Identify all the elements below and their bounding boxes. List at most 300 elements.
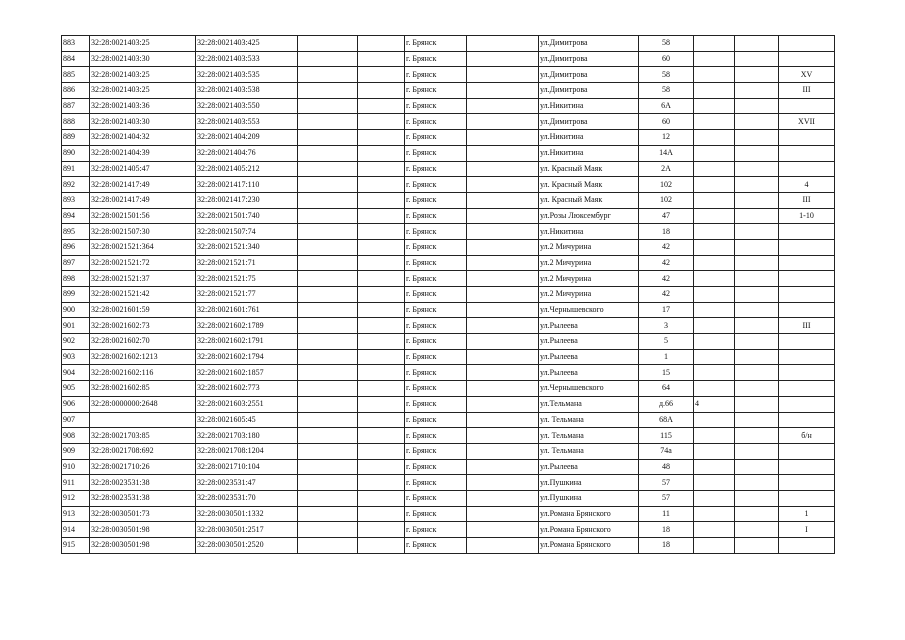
premises-cell: III [779,192,835,208]
building-cell [694,522,735,538]
building-cell [694,36,735,52]
street-cell: ул.Никитина [539,145,639,161]
empty-cell [298,51,358,67]
land-cadastral-number-cell: 32:28:0021404:32 [90,130,196,146]
empty-cell [298,83,358,99]
premises-cell [779,287,835,303]
building-cell: 4 [694,396,735,412]
empty-cell [358,192,405,208]
empty-cell [467,177,539,193]
city-cell: г. Брянск [405,428,467,444]
building-cell [694,381,735,397]
building-cell [694,208,735,224]
city-cell: г. Брянск [405,365,467,381]
row-number-cell: 890 [62,145,90,161]
empty-cell [358,349,405,365]
empty-cell [735,522,779,538]
empty-cell [358,208,405,224]
empty-cell [467,114,539,130]
empty-cell [467,208,539,224]
row-number-cell: 904 [62,365,90,381]
house-number-cell: 74а [639,443,694,459]
empty-cell [358,428,405,444]
row-number-cell: 896 [62,239,90,255]
building-cell [694,428,735,444]
building-cell [694,130,735,146]
table-row [62,83,835,99]
street-cell: ул.2 Мичурина [539,271,639,287]
empty-cell [735,192,779,208]
street-cell: ул.Чернышевского [539,302,639,318]
empty-cell [735,412,779,428]
empty-cell [358,459,405,475]
empty-cell [358,36,405,52]
building-cadastral-number-cell: 32:28:0021403:533 [196,51,298,67]
premises-cell [779,98,835,114]
land-cadastral-number-cell: 32:28:0021703:85 [90,428,196,444]
row-number-cell: 899 [62,287,90,303]
house-number-cell: 6А [639,98,694,114]
row-number-cell: 910 [62,459,90,475]
empty-cell [358,396,405,412]
row-number-cell: 884 [62,51,90,67]
house-number-cell: 68А [639,412,694,428]
building-cell [694,475,735,491]
empty-cell [358,145,405,161]
land-cadastral-number-cell: 32:28:0021403:25 [90,67,196,83]
street-cell: ул.Рылеева [539,365,639,381]
empty-cell [358,318,405,334]
empty-cell [298,130,358,146]
street-cell: ул.Димитрова [539,51,639,67]
street-cell: ул.Романа Брянского [539,538,639,554]
building-cell [694,51,735,67]
row-number-cell: 893 [62,192,90,208]
row-number-cell: 914 [62,522,90,538]
land-cadastral-number-cell: 32:28:0021521:42 [90,287,196,303]
row-number-cell: 915 [62,538,90,554]
empty-cell [298,192,358,208]
building-cadastral-number-cell: 32:28:0021417:110 [196,177,298,193]
house-number-cell: 14А [639,145,694,161]
house-number-cell: 42 [639,239,694,255]
table-row [62,239,835,255]
house-number-cell: 17 [639,302,694,318]
city-cell: г. Брянск [405,490,467,506]
building-cell [694,67,735,83]
city-cell: г. Брянск [405,67,467,83]
building-cadastral-number-cell: 32:28:0030501:1332 [196,506,298,522]
table-row [62,443,835,459]
empty-cell [467,130,539,146]
house-number-cell: 18 [639,224,694,240]
building-cadastral-number-cell: 32:28:0021602:773 [196,381,298,397]
land-cadastral-number-cell: 32:28:0021403:36 [90,98,196,114]
empty-cell [467,490,539,506]
empty-cell [735,114,779,130]
empty-cell [735,443,779,459]
empty-cell [358,51,405,67]
row-number-cell: 909 [62,443,90,459]
empty-cell [298,114,358,130]
premises-cell: III [779,318,835,334]
empty-cell [358,365,405,381]
empty-cell [298,538,358,554]
empty-cell [298,349,358,365]
building-cell [694,318,735,334]
building-cadastral-number-cell: 32:28:0030501:2520 [196,538,298,554]
table-row [62,224,835,240]
land-cadastral-number-cell: 32:28:0021405:47 [90,161,196,177]
building-cell [694,161,735,177]
empty-cell [298,318,358,334]
building-cell [694,98,735,114]
empty-cell [298,271,358,287]
empty-cell [298,334,358,350]
land-cadastral-number-cell: 32:28:0023531:38 [90,490,196,506]
street-cell: ул. Тельмана [539,443,639,459]
empty-cell [735,396,779,412]
empty-cell [358,83,405,99]
empty-cell [735,334,779,350]
table-row [62,114,835,130]
table-row [62,130,835,146]
building-cadastral-number-cell: 32:28:0021403:538 [196,83,298,99]
street-cell: ул.Пушкина [539,475,639,491]
table-row [62,36,835,52]
city-cell: г. Брянск [405,208,467,224]
premises-cell [779,538,835,554]
row-number-cell: 901 [62,318,90,334]
premises-cell [779,239,835,255]
empty-cell [735,130,779,146]
table-row [62,396,835,412]
row-number-cell: 889 [62,130,90,146]
building-cadastral-number-cell: 32:28:0021602:1791 [196,334,298,350]
empty-cell [467,475,539,491]
empty-cell [467,145,539,161]
building-cell [694,334,735,350]
empty-cell [467,522,539,538]
house-number-cell: 3 [639,318,694,334]
row-number-cell: 902 [62,334,90,350]
empty-cell [298,475,358,491]
city-cell: г. Брянск [405,459,467,475]
table-row [62,302,835,318]
house-number-cell: 2А [639,161,694,177]
premises-cell: I [779,522,835,538]
premises-cell: 1 [779,506,835,522]
house-number-cell: 57 [639,490,694,506]
empty-cell [298,396,358,412]
city-cell: г. Брянск [405,522,467,538]
street-cell: ул.Рылеева [539,318,639,334]
house-number-cell: 11 [639,506,694,522]
row-number-cell: 883 [62,36,90,52]
land-cadastral-number-cell: 32:28:0030501:98 [90,522,196,538]
empty-cell [358,177,405,193]
building-cell [694,302,735,318]
building-cadastral-number-cell: 32:28:0021602:1794 [196,349,298,365]
row-number-cell: 908 [62,428,90,444]
premises-cell [779,396,835,412]
empty-cell [467,443,539,459]
empty-cell [467,428,539,444]
row-number-cell: 885 [62,67,90,83]
table-row [62,318,835,334]
empty-cell [358,538,405,554]
street-cell: ул.Димитрова [539,67,639,83]
street-cell: ул.Рылеева [539,459,639,475]
land-cadastral-number-cell: 32:28:0021602:70 [90,334,196,350]
city-cell: г. Брянск [405,130,467,146]
empty-cell [298,428,358,444]
premises-cell [779,145,835,161]
empty-cell [735,506,779,522]
row-number-cell: 911 [62,475,90,491]
street-cell: ул.Никитина [539,130,639,146]
building-cell [694,224,735,240]
empty-cell [298,506,358,522]
premises-cell [779,365,835,381]
empty-cell [298,381,358,397]
street-cell: ул. Красный Маяк [539,161,639,177]
table-row [62,381,835,397]
row-number-cell: 895 [62,224,90,240]
table-row [62,192,835,208]
building-cadastral-number-cell: 32:28:0021501:740 [196,208,298,224]
house-number-cell: 18 [639,538,694,554]
land-cadastral-number-cell: 32:28:0021521:72 [90,255,196,271]
building-cadastral-number-cell: 32:28:0021403:553 [196,114,298,130]
street-cell: ул.2 Мичурина [539,255,639,271]
house-number-cell: 57 [639,475,694,491]
empty-cell [358,412,405,428]
row-number-cell: 900 [62,302,90,318]
street-cell: ул.Романа Брянского [539,506,639,522]
city-cell: г. Брянск [405,443,467,459]
street-cell: ул.Пушкина [539,490,639,506]
empty-cell [358,161,405,177]
premises-cell: III [779,83,835,99]
land-cadastral-number-cell: 32:28:0021501:56 [90,208,196,224]
building-cadastral-number-cell: 32:28:0021405:212 [196,161,298,177]
table-row [62,145,835,161]
building-cadastral-number-cell: 32:28:0021521:75 [196,271,298,287]
empty-cell [358,130,405,146]
house-number-cell: д.66 [639,396,694,412]
building-cadastral-number-cell: 32:28:0021602:1789 [196,318,298,334]
table-row [62,475,835,491]
building-cadastral-number-cell: 32:28:0021403:425 [196,36,298,52]
table-row [62,208,835,224]
building-cadastral-number-cell: 32:28:0021403:550 [196,98,298,114]
empty-cell [358,67,405,83]
empty-cell [467,224,539,240]
building-cell [694,145,735,161]
premises-cell [779,443,835,459]
city-cell: г. Брянск [405,271,467,287]
premises-cell [779,475,835,491]
premises-cell: 4 [779,177,835,193]
empty-cell [735,83,779,99]
empty-cell [298,302,358,318]
table-row [62,271,835,287]
street-cell: ул.2 Мичурина [539,239,639,255]
street-cell: ул. Тельмана [539,412,639,428]
empty-cell [467,36,539,52]
land-cadastral-number-cell: 32:28:0021710:26 [90,459,196,475]
land-cadastral-number-cell: 32:28:0021602:1213 [90,349,196,365]
street-cell: ул.Романа Брянского [539,522,639,538]
empty-cell [735,381,779,397]
city-cell: г. Брянск [405,334,467,350]
street-cell: ул.Тельмана [539,396,639,412]
premises-cell: б/н [779,428,835,444]
city-cell: г. Брянск [405,287,467,303]
building-cadastral-number-cell: 32:28:0021521:340 [196,239,298,255]
city-cell: г. Брянск [405,538,467,554]
city-cell: г. Брянск [405,318,467,334]
city-cell: г. Брянск [405,224,467,240]
table-row [62,428,835,444]
building-cadastral-number-cell: 32:28:0021605:45 [196,412,298,428]
city-cell: г. Брянск [405,396,467,412]
empty-cell [735,271,779,287]
house-number-cell: 47 [639,208,694,224]
table-row [62,334,835,350]
empty-cell [298,239,358,255]
land-cadastral-number-cell: 32:28:0021602:85 [90,381,196,397]
empty-cell [735,208,779,224]
building-cell [694,365,735,381]
city-cell: г. Брянск [405,506,467,522]
house-number-cell: 5 [639,334,694,350]
table-row [62,287,835,303]
city-cell: г. Брянск [405,177,467,193]
premises-cell [779,349,835,365]
land-cadastral-number-cell: 32:28:0021708:692 [90,443,196,459]
empty-cell [358,443,405,459]
row-number-cell: 886 [62,83,90,99]
building-cell [694,506,735,522]
empty-cell [298,36,358,52]
building-cell [694,538,735,554]
land-cadastral-number-cell: 32:28:0021403:30 [90,51,196,67]
empty-cell [735,36,779,52]
row-number-cell: 892 [62,177,90,193]
premises-cell [779,255,835,271]
building-cell [694,83,735,99]
empty-cell [467,67,539,83]
land-cadastral-number-cell [90,412,196,428]
empty-cell [467,239,539,255]
empty-cell [467,161,539,177]
house-number-cell: 102 [639,192,694,208]
building-cell [694,114,735,130]
house-number-cell: 60 [639,114,694,130]
street-cell: ул. Красный Маяк [539,192,639,208]
land-cadastral-number-cell: 32:28:0030501:98 [90,538,196,554]
house-number-cell: 102 [639,177,694,193]
land-cadastral-number-cell: 32:28:0021521:364 [90,239,196,255]
empty-cell [467,396,539,412]
premises-cell [779,161,835,177]
street-cell: ул.Никитина [539,98,639,114]
street-cell: ул.2 Мичурина [539,287,639,303]
building-cadastral-number-cell: 32:28:0021521:71 [196,255,298,271]
building-cell [694,412,735,428]
row-number-cell: 912 [62,490,90,506]
row-number-cell: 913 [62,506,90,522]
empty-cell [735,287,779,303]
land-cadastral-number-cell: 32:28:0021403:25 [90,83,196,99]
empty-cell [467,271,539,287]
building-cadastral-number-cell: 32:28:0021710:104 [196,459,298,475]
empty-cell [298,67,358,83]
land-cadastral-number-cell: 32:28:0021417:49 [90,177,196,193]
row-number-cell: 887 [62,98,90,114]
building-cadastral-number-cell: 32:28:0021603:2551 [196,396,298,412]
row-number-cell: 907 [62,412,90,428]
land-cadastral-number-cell: 32:28:0023531:38 [90,475,196,491]
empty-cell [298,412,358,428]
city-cell: г. Брянск [405,239,467,255]
building-cadastral-number-cell: 32:28:0030501:2517 [196,522,298,538]
house-number-cell: 1 [639,349,694,365]
empty-cell [358,255,405,271]
premises-cell [779,130,835,146]
city-cell: г. Брянск [405,192,467,208]
empty-cell [298,208,358,224]
premises-cell [779,459,835,475]
premises-cell [779,302,835,318]
empty-cell [735,224,779,240]
empty-cell [467,538,539,554]
building-cadastral-number-cell: 32:28:0021703:180 [196,428,298,444]
land-cadastral-number-cell: 32:28:0021602:116 [90,365,196,381]
empty-cell [358,490,405,506]
table-row [62,522,835,538]
premises-cell: 1-10 [779,208,835,224]
city-cell: г. Брянск [405,302,467,318]
building-cadastral-number-cell: 32:28:0021403:535 [196,67,298,83]
table-row [62,349,835,365]
empty-cell [735,302,779,318]
street-cell: ул.Рылеева [539,334,639,350]
city-cell: г. Брянск [405,36,467,52]
empty-cell [735,490,779,506]
city-cell: г. Брянск [405,161,467,177]
building-cadastral-number-cell: 32:28:0023531:70 [196,490,298,506]
land-cadastral-number-cell: 32:28:0000000:2648 [90,396,196,412]
building-cadastral-number-cell: 32:28:0021602:1857 [196,365,298,381]
premises-cell: XV [779,67,835,83]
empty-cell [735,459,779,475]
building-cell [694,271,735,287]
empty-cell [735,145,779,161]
city-cell: г. Брянск [405,255,467,271]
empty-cell [298,161,358,177]
empty-cell [467,381,539,397]
row-number-cell: 898 [62,271,90,287]
table-row [62,177,835,193]
row-number-cell: 903 [62,349,90,365]
empty-cell [467,51,539,67]
empty-cell [735,239,779,255]
table-row [62,365,835,381]
city-cell: г. Брянск [405,412,467,428]
